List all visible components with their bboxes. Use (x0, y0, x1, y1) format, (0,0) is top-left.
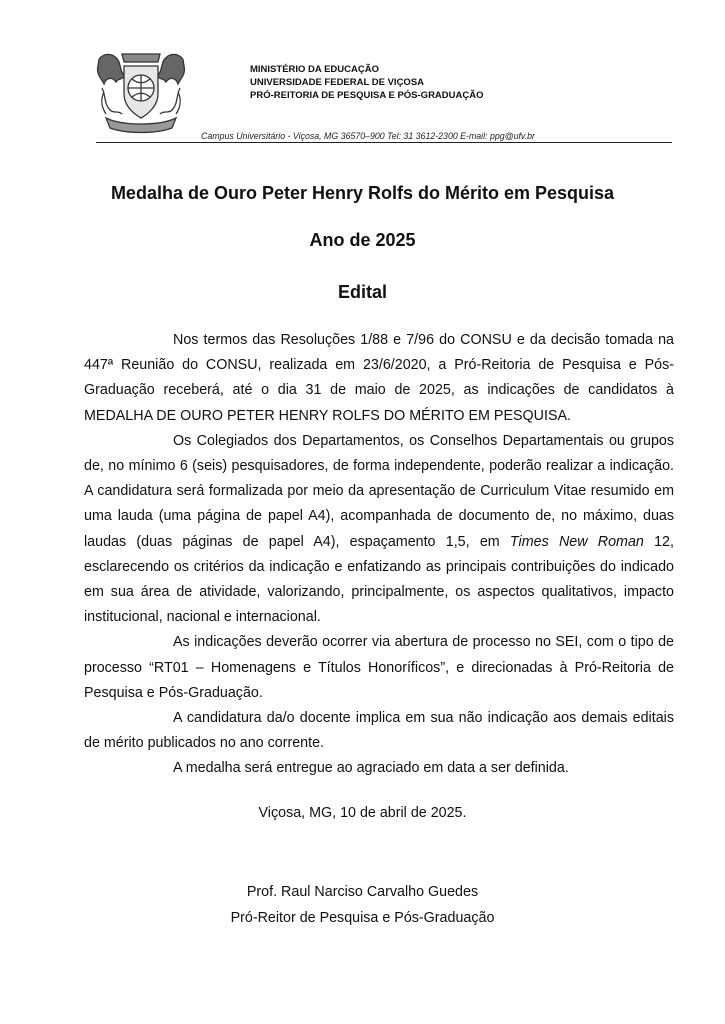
paragraph-5: A medalha será entregue ao agraciado em data a ser definida. (173, 760, 569, 777)
header-divider (96, 142, 672, 143)
document-date: Viçosa, MG, 10 de abril de 2025. (258, 805, 467, 821)
contact-line: Campus Universitário - Viçosa, MG 36570–900 Tel: 31 3612-2300 E-mail: ppg@ufv.br (201, 131, 535, 141)
paragraph-3: As indicações deverão ocorrer via abertura de processo no SEI, com o tipo de processo “RT01 – Homenagens e Títulos Honoríficos”, e direcionadas à Pró-Reitoria de Pesquisa e Pós-Graduação. (84, 634, 674, 701)
signer-role: Pró-Reitor de Pesquisa e Pós-Graduação (230, 910, 495, 926)
paragraph-2-part-a: Os Colegiados dos Departamentos, os Conselhos Departamentais ou grupos de, no mínimo 6 (seis) pesquisadores, de forma independente, poderão realizar a indicação. A candidatura será formalizada por meio da apresentação de Curriculum Vitae resumido em uma lauda (uma página de papel A4), acompanhada de documento de, no máximo, duas laudas (duas páginas de papel A4), espaçamento 1,5, em (84, 432, 674, 550)
paragraph-1: Nos termos das Resoluções 1/88 e 7/96 do CONSU e da decisão tomada na 447ª Reunião do CONSU, realizada em 23/6/2020, a Pró-Reitoria de Pesquisa e Pós-Graduação receberá, até o dia 31 de maio de 2025, as indicações de candidatos à MEDALHA DE OURO PETER HENRY ROLFS DO MÉRITO EM PESQUISA. (84, 332, 674, 424)
paragraph-2-part-b: 12, esclarecendo os critérios da indicação e enfatizando as principais contribuições do indicado em sua área de atividade, valorizando, principalmente, os aspectos qualitativos, impacto institucional, nacional e internacional. (84, 533, 674, 626)
university-crest-icon (92, 48, 190, 134)
office-name: PRÓ-REITORIA DE PESQUISA E PÓS-GRADUAÇÃO (250, 90, 484, 101)
font-name: Times New Roman (509, 533, 644, 550)
signer-name: Prof. Raul Narciso Carvalho Guedes (246, 884, 479, 900)
document-year: Ano de 2025 (309, 230, 416, 250)
document-type: Edital (337, 282, 387, 302)
institution-header (250, 63, 483, 102)
edital-body (84, 328, 674, 782)
ministry-name: MINISTÉRIO DA EDUCAÇÃO (250, 64, 379, 75)
university-name: UNIVERSIDADE FEDERAL DE VIÇOSA (250, 77, 425, 88)
paragraph-2 (84, 429, 674, 631)
paragraph-4: A candidatura da/o docente implica em sua não indicação aos demais editais de mérito publicados no ano corrente. (84, 710, 674, 752)
document-title: Medalha de Ouro Peter Henry Rolfs do Mérito em Pesquisa (110, 183, 615, 203)
